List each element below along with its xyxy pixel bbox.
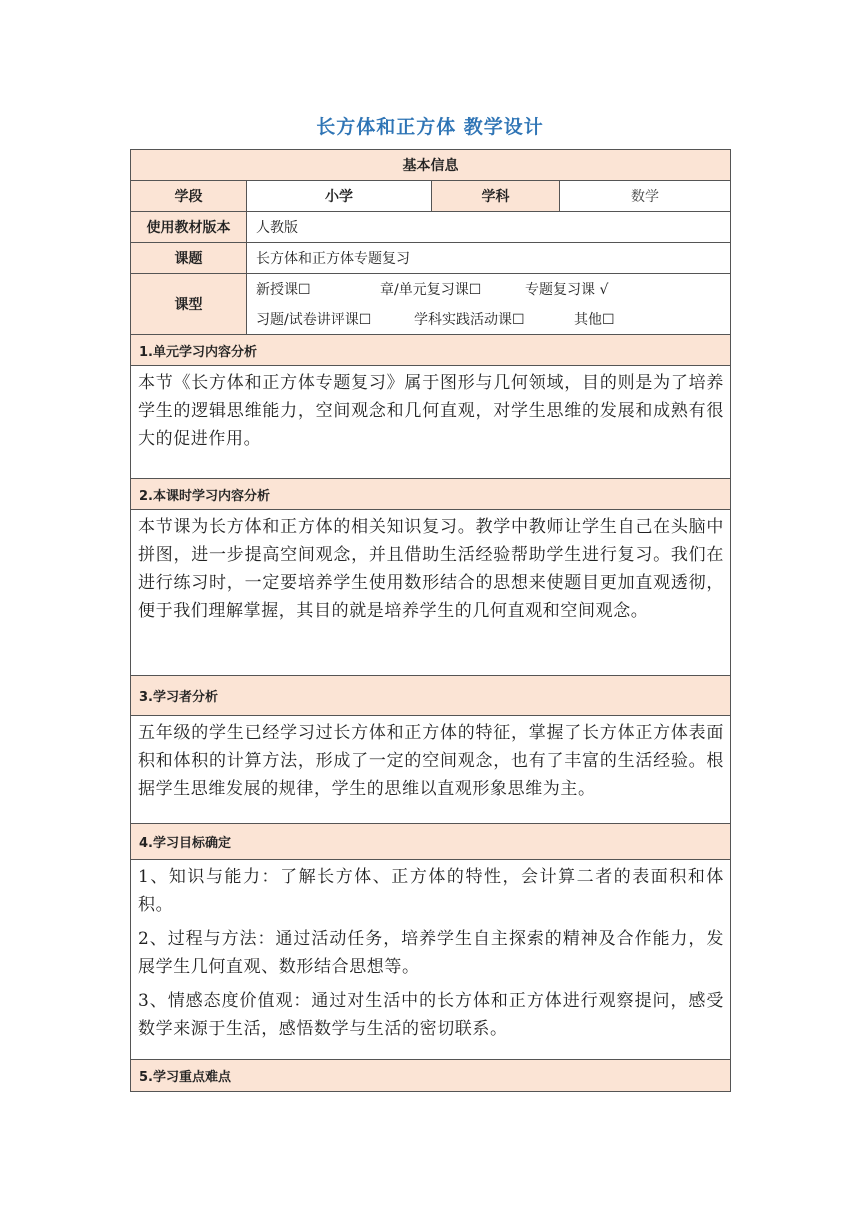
lesson-plan-table [130,149,731,1092]
textbook-value: 人教版 [247,212,731,243]
topic-value: 长方体和正方体专题复习 [247,243,731,274]
textbook-label: 使用教材版本 [131,212,247,243]
section-1-header-row [131,335,731,366]
section-1-body: 本节《长方体和正方体专题复习》属于图形与几何领域，目的则是为了培养学生的逻辑思维能力，空间观念和几何直观，对学生思维的发展和成熟有很大的促进作用。 [131,366,731,479]
stage-value: 小学 [247,181,432,212]
section-3-body-row [131,716,731,824]
type-row [131,274,731,335]
goal-attitude: 3、情感态度价值观：通过对生活中的长方体和正方体进行观察提问，感受数学来源于生活，感悟数学与生活的密切联系。 [138,991,724,1039]
subject-value: 数学 [560,181,731,212]
section-5-header-row [131,1060,731,1092]
page-title: 长方体和正方体 教学设计 [316,116,544,138]
section-4-body-row [131,860,731,1060]
section-5-heading: 5.学习重点难点 [131,1060,731,1092]
section-1-heading: 1.单元学习内容分析 [131,335,731,366]
type-label: 课型 [131,274,247,335]
section-3-body: 五年级的学生已经学习过长方体和正方体的特征，掌握了长方体正方体表面积和体积的计算方法，形成了一定的空间观念，也有了丰富的生活经验。根据学生思维发展的规律，学生的思维以直观形象思维为主。 [131,716,731,824]
topic-row [131,243,731,274]
section-2-heading: 2.本课时学习内容分析 [131,479,731,510]
type-options-row-2 [247,304,730,334]
option-exercise-review: 习题/试卷讲评课☐ [256,312,372,328]
section-3-heading: 3.学习者分析 [131,676,731,716]
basic-info-header: 基本信息 [131,150,731,181]
option-other: 其他☐ [574,312,615,328]
topic-label: 课题 [131,243,247,274]
type-options [247,274,731,335]
option-new-lesson: 新授课☐ [256,282,311,298]
option-unit-review: 章/单元复习课☐ [380,282,482,298]
subject-label: 学科 [432,181,560,212]
option-topic-review: 专题复习课 √ [525,282,609,298]
goal-process: 2、过程与方法：通过活动任务，培养学生自主探索的精神及合作能力，发展学生几何直观、数形结合思想等。 [138,929,724,977]
section-1-body-row [131,366,731,479]
stage-row [131,181,731,212]
section-4-heading: 4.学习目标确定 [131,824,731,860]
stage-label: 学段 [131,181,247,212]
type-options-row-1 [247,274,730,304]
section-3-header-row [131,676,731,716]
section-4-header-row [131,824,731,860]
option-practice-activity: 学科实践活动课☐ [414,312,525,328]
goal-knowledge: 1、知识与能力：了解长方体、正方体的特性，会计算二者的表面积和体积。 [138,867,724,915]
section-2-header-row [131,479,731,510]
basic-info-header-row [131,150,731,181]
section-2-body: 本节课为长方体和正方体的相关知识复习。教学中教师让学生自己在头脑中拼图，进一步提高空间观念，并且借助生活经验帮助学生进行复习。我们在进行练习时，一定要培养学生使用数形结合的思想来使题目更加直观透彻，便于我们理解掌握，其目的就是培养学生的几何直观和空间观念。 [131,510,731,676]
textbook-row [131,212,731,243]
section-2-body-row [131,510,731,676]
section-4-body [131,860,731,1060]
